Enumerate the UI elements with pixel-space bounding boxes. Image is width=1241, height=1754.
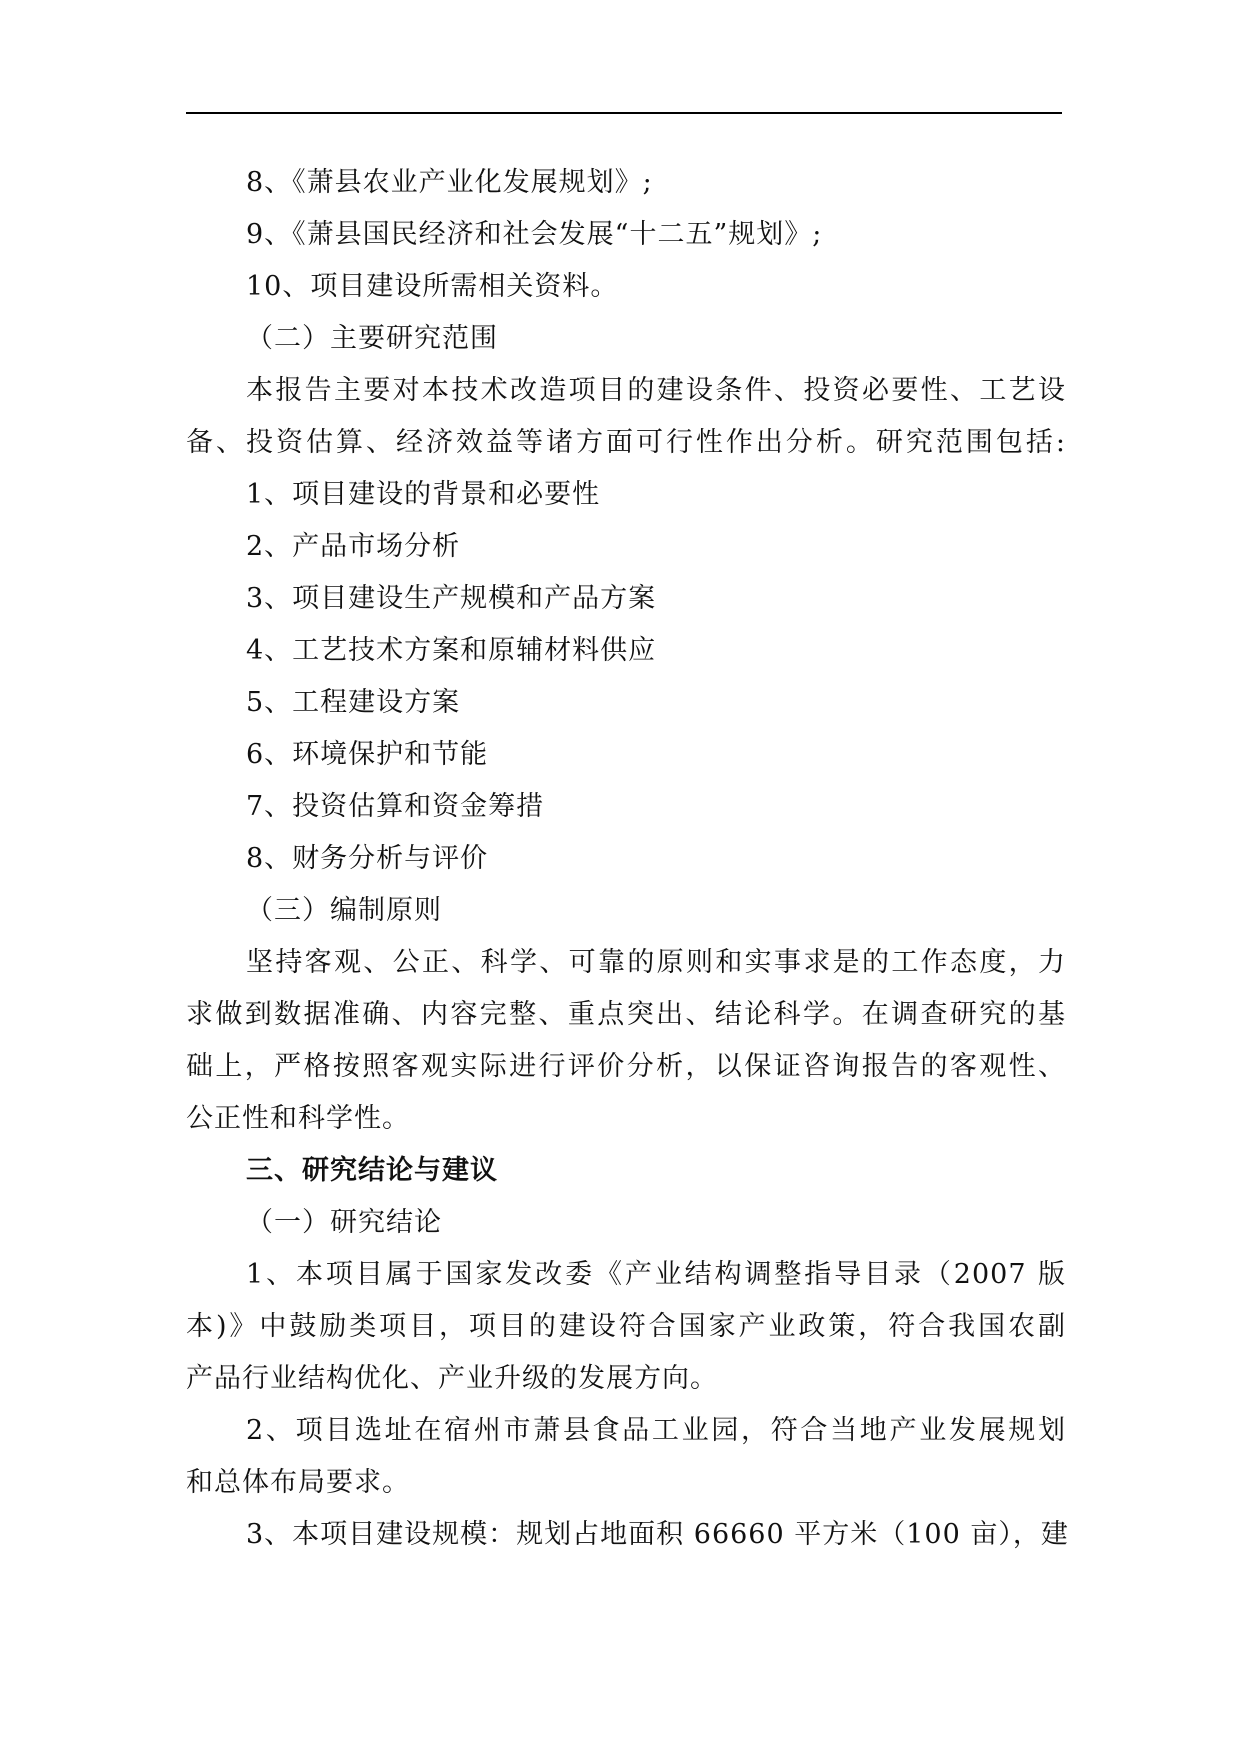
conclusion-1-line-2: 本)》中鼓励类项目，项目的建设符合国家产业政策，符合我国农副 — [186, 1311, 1066, 1342]
section-heading-conclusions: 三、研究结论与建议 — [246, 1155, 498, 1186]
paragraph-principles-line-2: 求做到数据准确、内容完整、重点突出、结论科学。在调查研究的基 — [186, 999, 1066, 1030]
scope-item-5: 5、工程建设方案 — [246, 687, 461, 718]
paragraph-principles-line-1: 坚持客观、公正、科学、可靠的原则和实事求是的工作态度，力 — [246, 947, 1066, 978]
header-rule — [186, 112, 1062, 114]
scope-item-6: 6、环境保护和节能 — [246, 739, 489, 770]
scope-item-3: 3、项目建设生产规模和产品方案 — [246, 583, 657, 614]
paragraph-principles-line-4: 公正性和科学性。 — [186, 1103, 410, 1134]
subheading-principles: （三）编制原则 — [246, 895, 442, 926]
reference-item-9: 9、《萧县国民经济和社会发展“十二五”规划》; — [246, 219, 823, 250]
conclusion-3-line-1: 3、本项目建设规模：规划占地面积 66660 平方米（100 亩），建 — [246, 1519, 1069, 1550]
paragraph-scope-line-2: 备、投资估算、经济效益等诸方面可行性作出分析。研究范围包括: — [186, 427, 1066, 458]
scope-item-4: 4、工艺技术方案和原辅材料供应 — [246, 635, 657, 666]
subheading-research-scope: （二）主要研究范围 — [246, 323, 498, 354]
scope-item-1: 1、项目建设的背景和必要性 — [246, 479, 601, 510]
scope-item-8: 8、财务分析与评价 — [246, 843, 489, 874]
conclusion-2-line-2: 和总体布局要求。 — [186, 1467, 410, 1498]
paragraph-principles-line-3: 础上，严格按照客观实际进行评价分析，以保证咨询报告的客观性、 — [186, 1051, 1066, 1082]
subheading-research-conclusions: （一）研究结论 — [246, 1207, 442, 1238]
reference-item-8: 8、《萧县农业产业化发展规划》; — [246, 167, 653, 198]
conclusion-1-line-1: 1、本项目属于国家发改委《产业结构调整指导目录（2007 版 — [246, 1259, 1066, 1290]
scope-item-7: 7、投资估算和资金筹措 — [246, 791, 545, 822]
paragraph-scope-line-1: 本报告主要对本技术改造项目的建设条件、投资必要性、工艺设 — [246, 375, 1066, 406]
reference-item-10: 10、项目建设所需相关资料。 — [246, 271, 619, 302]
scope-item-2: 2、产品市场分析 — [246, 531, 461, 562]
conclusion-2-line-1: 2、项目选址在宿州市萧县食品工业园，符合当地产业发展规划 — [246, 1415, 1066, 1446]
conclusion-1-line-3: 产品行业结构优化、产业升级的发展方向。 — [186, 1363, 718, 1394]
